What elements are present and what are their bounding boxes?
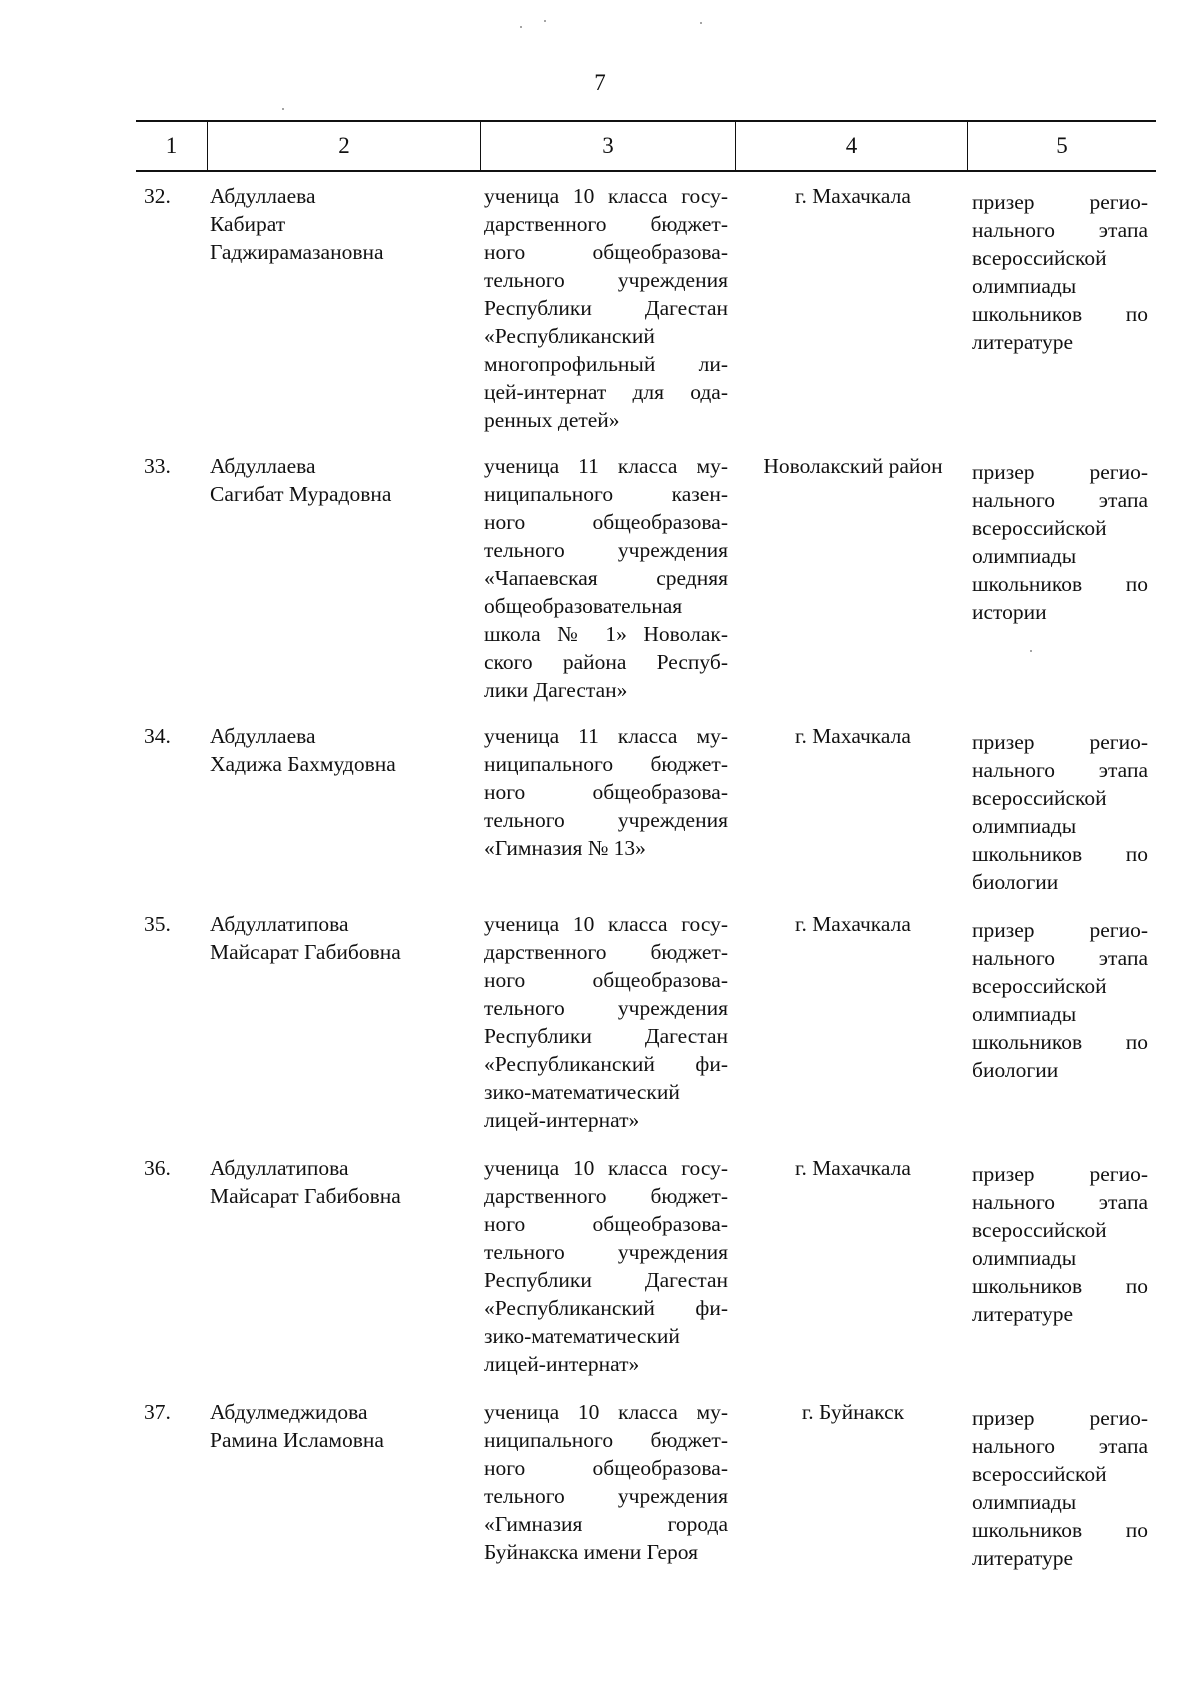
award-status xyxy=(972,188,1148,356)
school-description xyxy=(484,1154,728,1378)
school-description-line: многопрофильный ли- xyxy=(484,352,728,376)
school-description-line: ученица 10 класса му- xyxy=(484,1400,728,1424)
award-status-line: призер регио- xyxy=(972,1406,1148,1430)
school-description-line: дарственного бюджет- xyxy=(484,940,728,964)
school-description-line: Республики Дагестан xyxy=(484,1024,728,1048)
scan-speck xyxy=(282,108,284,110)
student-name-line: Сагибат Мурадовна xyxy=(210,482,392,506)
school-description-line: ученица 10 класса госу- xyxy=(484,184,728,208)
school-description-line: «Чапаевская средняя xyxy=(484,566,728,590)
table-header xyxy=(136,120,1156,172)
student-name-line: Майсарат Габибовна xyxy=(210,940,401,964)
award-status-line: олимпиады xyxy=(972,1490,1077,1514)
row-number: 34. xyxy=(144,724,171,748)
school-description-line: «Республиканский xyxy=(484,324,655,348)
award-status-line: олимпиады xyxy=(972,1002,1077,1026)
column-header-5: 5 xyxy=(1056,133,1068,158)
page-number: 7 xyxy=(594,70,606,95)
award-status-line: всероссийской xyxy=(972,786,1107,810)
award-status-line: всероссийской xyxy=(972,1218,1107,1242)
award-status-line: нального этапа xyxy=(972,218,1148,242)
school-description-line: зико-математический xyxy=(484,1324,680,1348)
school-description-line: ученица 11 класса му- xyxy=(484,724,728,748)
student-name xyxy=(210,452,460,508)
award-status-line: школьников по xyxy=(972,572,1148,596)
school-description-line: ниципального казен- xyxy=(484,482,728,506)
row-number: 35. xyxy=(144,912,171,936)
location: Новолакский район xyxy=(763,454,943,478)
student-name xyxy=(210,1154,460,1210)
column-header-2: 2 xyxy=(208,122,481,170)
award-status-line: всероссийской xyxy=(972,516,1107,540)
award-status-line: призер регио- xyxy=(972,1162,1148,1186)
school-description-line: ниципального бюджет- xyxy=(484,752,728,776)
award-status-line: литературе xyxy=(972,330,1074,354)
award-status xyxy=(972,1160,1148,1328)
award-status-line: школьников по xyxy=(972,1030,1148,1054)
school-description-line: ученица 10 класса госу- xyxy=(484,912,728,936)
student-name-line: Хадижа Бахмудовна xyxy=(210,752,396,776)
school-description-line: тельного учреждения xyxy=(484,1484,728,1508)
student-name-line: Абдуллаева xyxy=(210,724,316,748)
student-name-line: Абдуллаева xyxy=(210,184,316,208)
school-description-line: тельного учреждения xyxy=(484,538,728,562)
award-status-line: олимпиады xyxy=(972,1246,1077,1270)
location: г. Махачкала xyxy=(795,184,911,208)
column-header-3: 3 xyxy=(481,122,736,170)
award-status xyxy=(972,458,1148,626)
award-status-line: литературе xyxy=(972,1546,1074,1570)
award-status-line: биологии xyxy=(972,870,1059,894)
award-status-line: всероссийской xyxy=(972,1462,1107,1486)
row-number: 33. xyxy=(144,454,171,478)
school-description-line: цей-интернат для ода- xyxy=(484,380,728,404)
school-description-line: лики Дагестан» xyxy=(484,678,628,702)
student-name xyxy=(210,182,460,266)
award-status-line: олимпиады xyxy=(972,544,1077,568)
school-description-line: ного общеобразова- xyxy=(484,1212,728,1236)
award-status xyxy=(972,728,1148,896)
award-status-line: олимпиады xyxy=(972,274,1077,298)
school-description-line: общеобразовательная xyxy=(484,594,683,618)
student-name xyxy=(210,722,460,778)
school-description xyxy=(484,1398,728,1566)
student-name xyxy=(210,910,460,966)
student-name-line: Рамина Исламовна xyxy=(210,1428,384,1452)
award-status-line: школьников по xyxy=(972,842,1148,866)
school-description-line: тельного учреждения xyxy=(484,996,728,1020)
award-status-line: призер регио- xyxy=(972,460,1148,484)
school-description-line: тельного учреждения xyxy=(484,1240,728,1264)
student-name-line: Абдулмеджидова xyxy=(210,1400,368,1424)
award-status-line: нального этапа xyxy=(972,488,1148,512)
school-description-line: ученица 11 класса му- xyxy=(484,454,728,478)
award-status-line: нального этапа xyxy=(972,1434,1148,1458)
row-number: 37. xyxy=(144,1400,171,1424)
school-description-line: ренных детей» xyxy=(484,408,620,432)
school-description-line: «Гимназия № 13» xyxy=(484,836,646,860)
award-status-line: нального этапа xyxy=(972,946,1148,970)
award-status-line: истории xyxy=(972,600,1047,624)
award-status xyxy=(972,916,1148,1084)
school-description-line: тельного учреждения xyxy=(484,808,728,832)
award-status-line: всероссийской xyxy=(972,974,1107,998)
student-name-line: Кабират xyxy=(210,212,286,236)
location: г. Махачкала xyxy=(795,1156,911,1180)
award-status xyxy=(972,1404,1148,1572)
school-description-line: тельного учреждения xyxy=(484,268,728,292)
student-name-line: Майсарат Габибовна xyxy=(210,1184,401,1208)
school-description xyxy=(484,452,728,704)
school-description-line: Республики Дагестан xyxy=(484,1268,728,1292)
award-status-line: школьников по xyxy=(972,1518,1148,1542)
school-description-line: Республики Дагестан xyxy=(484,296,728,320)
school-description-line: ниципального бюджет- xyxy=(484,1428,728,1452)
school-description xyxy=(484,722,728,862)
school-description-line: Буйнакска имени Героя xyxy=(484,1540,698,1564)
award-status-line: нального этапа xyxy=(972,758,1148,782)
school-description-line: лицей-интернат» xyxy=(484,1352,640,1376)
school-description-line: школа № 1» Новолак- xyxy=(484,622,728,646)
award-status-line: литературе xyxy=(972,1302,1074,1326)
student-name-line: Абдуллаева xyxy=(210,454,316,478)
school-description-line: дарственного бюджет- xyxy=(484,1184,728,1208)
school-description-line: «Республиканский фи- xyxy=(484,1296,728,1320)
award-status-line: биологии xyxy=(972,1058,1059,1082)
row-number: 36. xyxy=(144,1156,171,1180)
scan-speck xyxy=(700,22,702,24)
school-description-line: дарственного бюджет- xyxy=(484,212,728,236)
school-description-line: зико-математический xyxy=(484,1080,680,1104)
award-status-line: школьников по xyxy=(972,1274,1148,1298)
school-description-line: ного общеобразова- xyxy=(484,968,728,992)
school-description-line: ского района Респуб- xyxy=(484,650,728,674)
award-status-line: всероссийской xyxy=(972,246,1107,270)
location: г. Буйнакск xyxy=(801,1400,905,1424)
student-name-line: Абдуллатипова xyxy=(210,912,349,936)
school-description xyxy=(484,910,728,1134)
award-status-line: нального этапа xyxy=(972,1190,1148,1214)
school-description-line: «Республиканский фи- xyxy=(484,1052,728,1076)
school-description-line: ного общеобразова- xyxy=(484,240,728,264)
location: г. Махачкала xyxy=(795,912,911,936)
school-description-line: ного общеобразова- xyxy=(484,1456,728,1480)
row-number: 32. xyxy=(144,184,171,208)
scan-speck xyxy=(544,20,546,22)
award-status-line: школьников по xyxy=(972,302,1148,326)
column-header-1: 1 xyxy=(136,122,208,170)
student-name xyxy=(210,1398,460,1454)
school-description-line: «Гимназия города xyxy=(484,1512,728,1536)
award-status-line: призер регио- xyxy=(972,730,1148,754)
student-name-line: Гаджирамазановна xyxy=(210,240,384,264)
school-description-line: ного общеобразова- xyxy=(484,780,728,804)
award-status-line: призер регио- xyxy=(972,190,1148,214)
school-description-line: лицей-интернат» xyxy=(484,1108,640,1132)
scan-speck xyxy=(520,26,522,28)
school-description xyxy=(484,182,728,434)
award-status-line: призер регио- xyxy=(972,918,1148,942)
column-header-4: 4 xyxy=(736,122,968,170)
award-status-line: олимпиады xyxy=(972,814,1077,838)
school-description-line: ученица 10 класса госу- xyxy=(484,1156,728,1180)
location: г. Махачкала xyxy=(795,724,911,748)
school-description-line: ного общеобразова- xyxy=(484,510,728,534)
student-name-line: Абдуллатипова xyxy=(210,1156,349,1180)
scan-speck xyxy=(1030,650,1032,652)
